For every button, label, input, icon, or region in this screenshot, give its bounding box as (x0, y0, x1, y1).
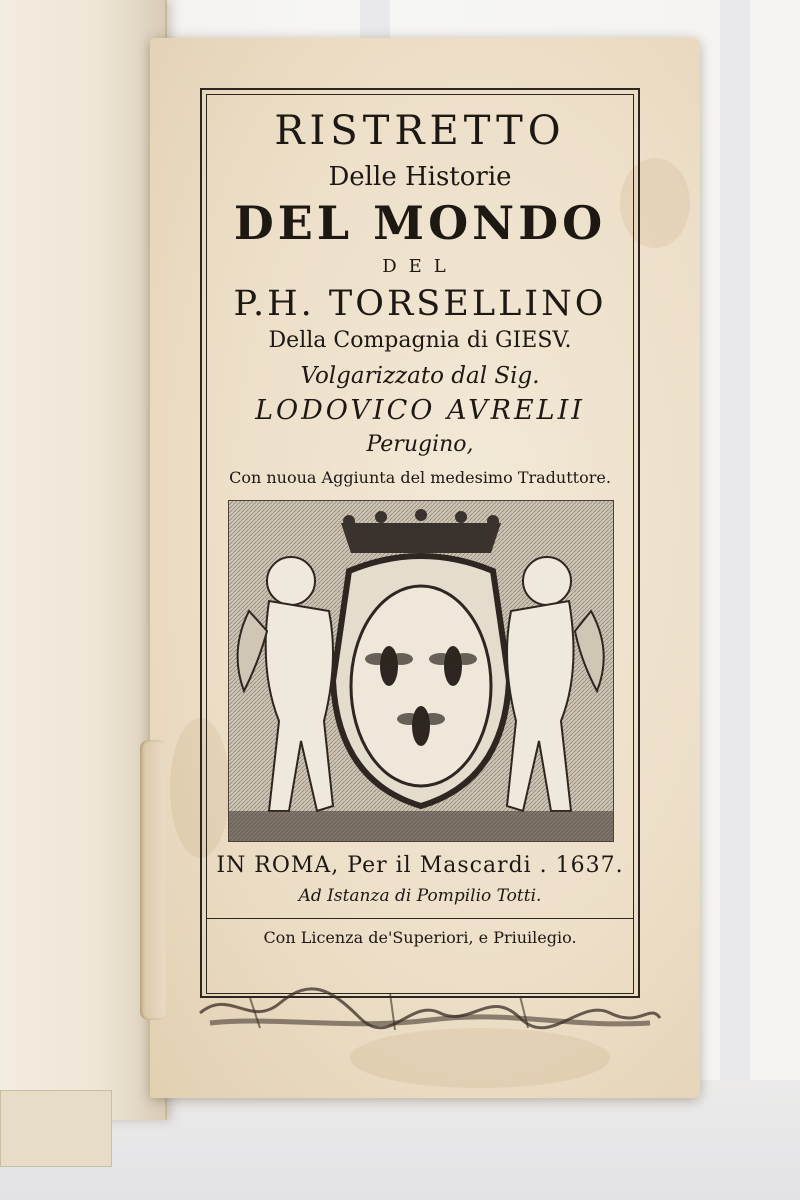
imprint: IN ROMA, Per il Mascardi . 1637. (216, 853, 624, 878)
coat-of-arms-engraving (228, 500, 614, 842)
publisher-instance: Ad Istanza di Pompilio Totti. (298, 886, 542, 906)
title-ristretto: RISTRETTO (274, 108, 566, 154)
book-cover-corner (0, 1090, 112, 1167)
title-del: DEL (382, 256, 458, 277)
title-del-mondo: DEL MONDO (233, 196, 607, 250)
handwritten-inscription (190, 968, 670, 1048)
title-historie: Delle Historie (328, 162, 512, 192)
divider (206, 918, 634, 919)
translator-name: LODOVICO AVRELII (255, 395, 585, 426)
license-note: Con Licenza de'Superiori, e Priuilegio. (263, 928, 577, 947)
translated-by: Volgarizzato dal Sig. (300, 363, 540, 389)
author-name: P.H. TORSELLINO (233, 284, 607, 324)
background-stripe (720, 0, 750, 1200)
author-order: Della Compagnia di GIESV. (268, 328, 572, 353)
torn-paper-edge (140, 740, 166, 1020)
addition-note: Con nuoua Aggiunta del medesimo Traduttore. (229, 468, 611, 487)
translator-origin: Perugino, (366, 432, 474, 457)
title-page (150, 38, 700, 1098)
